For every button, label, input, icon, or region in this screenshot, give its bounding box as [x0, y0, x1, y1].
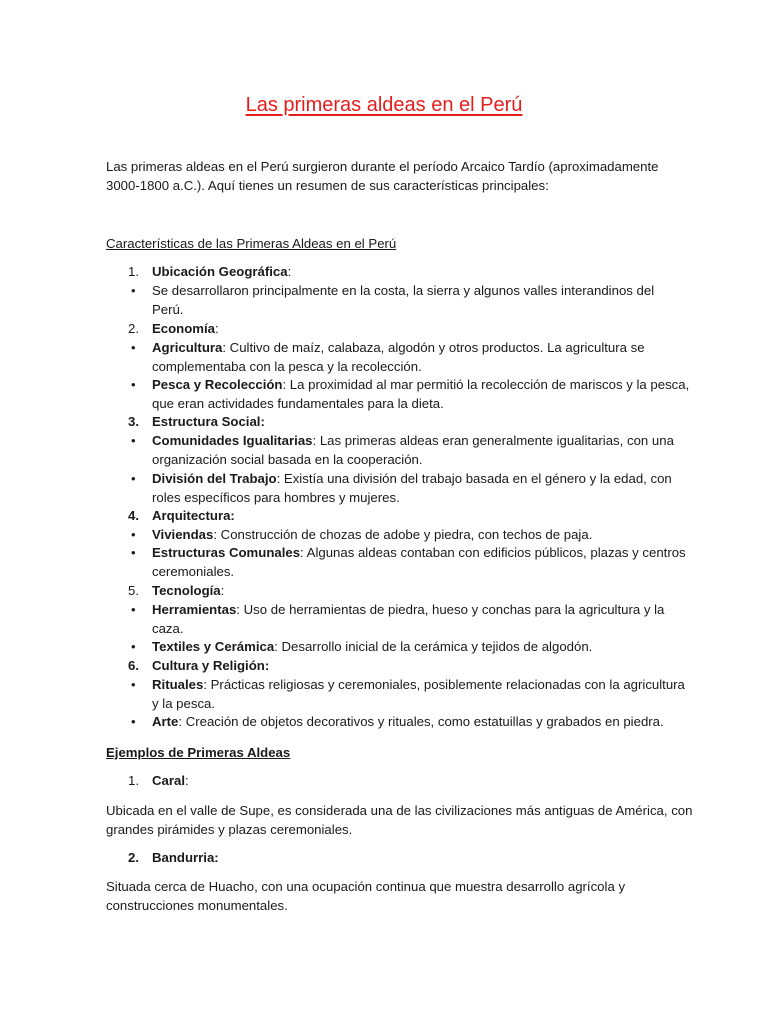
list-number: 2.	[128, 850, 139, 865]
item-label: Arquitectura:	[152, 508, 235, 523]
item-label: Comunidades Igualitarias	[152, 433, 313, 448]
item-label: Estructuras Comunales	[152, 545, 301, 560]
list-number: 2.	[128, 321, 139, 336]
example-description: Ubicada en el valle de Supe, es considerada una de las civilizaciones más antiguas de América, con grandes pirámides y plazas ceremoniales.	[106, 803, 693, 837]
item-label: Herramientas	[152, 602, 237, 617]
item-label: Arte	[152, 714, 179, 729]
document-page: Las primeras aldeas en el Perú Las primeras aldeas en el Perú surgieron durante el período Arcaico Tardío (aproximadamente 3000-1800 a.C.). Aquí tienes un resumen de sus características principales: Características de las Primeras Aldeas en el Perú 1. Ubicación Geográfica: • Se desarrollaron principalmente en la costa, la sierra y algunos valles interandinos del Perú. 2. Economía: • Agricultura: Cultivo de maíz, calabaza, algodón y otros productos. La agricultura se complementaba con la pesca y la recolección. • Pesca y Recolección: La proximidad al mar permitió la recolección de mariscos y la pesca, que eran actividades fundamentales para la dieta. 3. Estructura Social: • Comunidades Igualitarias: Las primeras aldeas eran generalmente igualitarias, con una organización social basada en la cooperación. • División del Trabajo: Existía una división del trabajo basada en el género y la edad, con roles específicos para hombres y mujeres. 4. Arquitectura: • Viviendas: Construcción de chozas de adobe y piedra, con techos de paja. • Estructuras Comunales: Algunas aldeas contaban con edificios públicos, plazas y centros ceremoniales. 5. Tecnología: • Herramientas: Uso de herramientas de piedra, hueso y conchas para la agricultura y la caza. • Textiles y Cerámica: Desarrollo inicial de la cerámica y tejidos de algodón. 6. Cultura y Religión: • Rituales: Prácticas religiosas y ceremoniales, posiblemente relacionadas con la agricultura y la pesca. • Arte: Creación de objetos decorativos y rituales, como estatuillas y grabados en piedra. Ejemplos de Primeras Aldeas 1. Caral: Ubicada en el valle de Supe, es considerada una de las civilizaciones más antiguas de América, con grandes pirámides y plazas ceremoniales. 2. Bandurria: Situada cerca de Huacho, con una ocupación continua que muestra desarrollo agrícola y construcciones monumentales.	[0, 0, 768, 1024]
item-label: Textiles y Cerámica	[152, 639, 275, 654]
item-label: Estructura Social:	[152, 414, 265, 429]
intro-line: Las primeras aldeas en el Perú surgieron durante el período Arcaico Tardío (aproximadamente	[106, 159, 659, 174]
bullet-icon: •	[131, 527, 136, 542]
item-label: División del Trabajo	[152, 471, 277, 486]
item-label: Agricultura	[152, 340, 223, 355]
bullet-icon: •	[131, 377, 136, 392]
section-heading-examples: Ejemplos de Primeras Aldeas	[106, 745, 291, 760]
intro-line: 3000-1800 a.C.). Aquí tienes un resumen de sus características principales:	[106, 178, 549, 193]
bullet-icon: •	[131, 714, 136, 729]
item-label: Pesca y Recolección	[152, 377, 283, 392]
list-number: 3.	[128, 414, 139, 429]
bullet-icon: •	[131, 639, 136, 654]
list-number: 1.	[128, 773, 139, 788]
item-label: Caral	[152, 773, 185, 788]
list-number: 4.	[128, 508, 139, 523]
item-label: Ubicación Geográfica	[152, 264, 288, 279]
section-heading-characteristics: Características de las Primeras Aldeas en el Perú	[106, 236, 397, 251]
document-title: Las primeras aldeas en el Perú	[245, 94, 523, 116]
bullet-icon: •	[131, 471, 136, 486]
item-label: Rituales	[152, 677, 204, 692]
item-label: Cultura y Religión:	[152, 658, 270, 673]
bullet-icon: •	[131, 677, 136, 692]
bullet-icon: •	[131, 602, 136, 617]
item-label: Economía	[152, 321, 216, 336]
bullet-icon: •	[131, 433, 136, 448]
bullet-icon: •	[131, 545, 136, 560]
item-label: Bandurria:	[152, 850, 219, 865]
list-number: 6.	[128, 658, 139, 673]
list-number: 5.	[128, 583, 139, 598]
item-label: Viviendas	[152, 527, 214, 542]
list-number: 1.	[128, 264, 139, 279]
bullet-icon: •	[131, 283, 136, 298]
intro-paragraph	[106, 157, 666, 195]
bullet-icon: •	[131, 340, 136, 355]
example-description: Situada cerca de Huacho, con una ocupación continua que muestra desarrollo agrícola y construcciones monumentales.	[106, 879, 626, 913]
item-label: Tecnología	[152, 583, 221, 598]
